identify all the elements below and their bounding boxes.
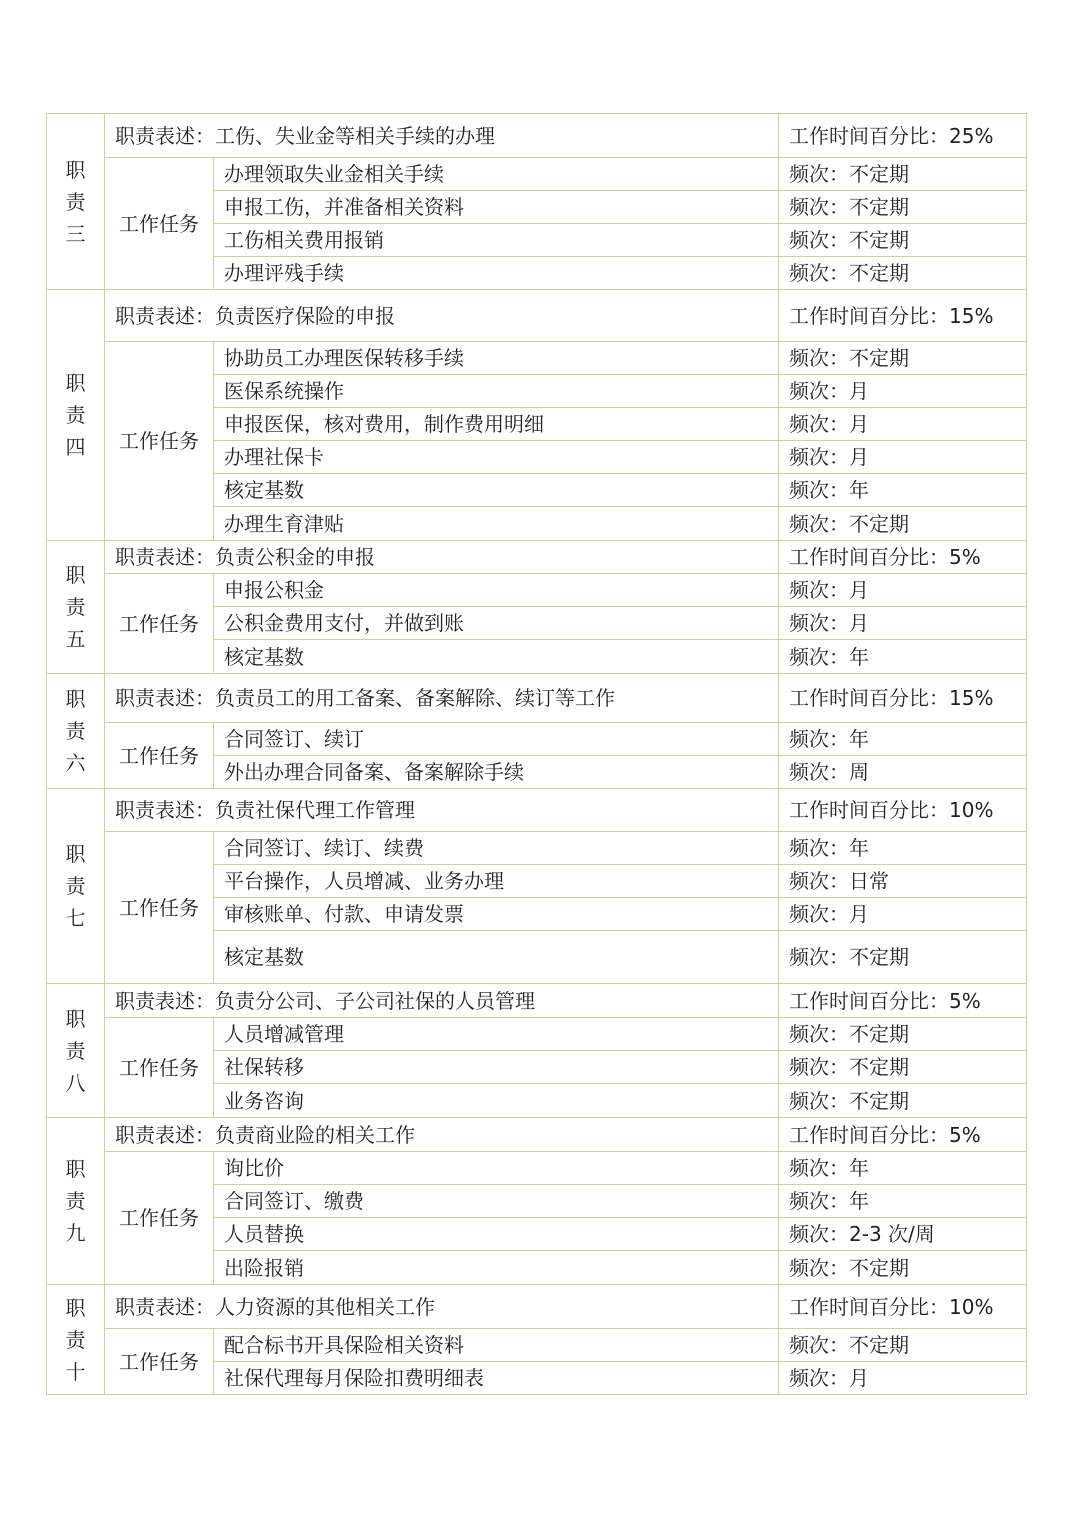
duty-description: 职责表述：负责社保代理工作管理 <box>105 789 779 832</box>
task-frequency: 频次：不定期 <box>779 1051 1027 1084</box>
task-frequency: 频次：不定期 <box>779 1018 1027 1051</box>
duty-label: 职责八 <box>65 1006 86 1095</box>
duty-label-cell <box>47 1285 105 1395</box>
duty-table <box>46 113 1027 1395</box>
task-frequency: 频次：月 <box>779 375 1027 408</box>
task-item: 平台操作，人员增减、业务办理 <box>214 865 779 898</box>
task-row <box>47 1152 1027 1185</box>
duty-description: 职责表述：人力资源的其他相关工作 <box>105 1285 779 1329</box>
time-percentage: 工作时间百分比：5% <box>779 541 1027 574</box>
task-group-label: 工作任务 <box>105 723 214 789</box>
duty-description-row <box>47 1285 1027 1329</box>
task-frequency: 频次：月 <box>779 898 1027 931</box>
time-percentage: 工作时间百分比：15% <box>779 290 1027 342</box>
task-item: 核定基数 <box>214 474 779 507</box>
duty-description: 职责表述：负责公积金的申报 <box>105 541 779 574</box>
task-item: 医保系统操作 <box>214 375 779 408</box>
duty-label-cell <box>47 114 105 290</box>
task-row <box>47 832 1027 865</box>
duty-label-cell <box>47 984 105 1118</box>
task-item: 外出办理合同备案、备案解除手续 <box>214 756 779 789</box>
task-group-label: 工作任务 <box>105 158 214 290</box>
task-group-label: 工作任务 <box>105 1329 214 1395</box>
task-item: 社保代理每月保险扣费明细表 <box>214 1362 779 1395</box>
task-item: 询比价 <box>214 1152 779 1185</box>
task-frequency: 频次：不定期 <box>779 342 1027 375</box>
task-row <box>47 1018 1027 1051</box>
duty-label-cell <box>47 674 105 789</box>
task-group-label: 工作任务 <box>105 832 214 984</box>
task-item: 办理领取失业金相关手续 <box>214 158 779 191</box>
task-item: 核定基数 <box>214 640 779 674</box>
task-row <box>47 574 1027 607</box>
duty-label: 职责七 <box>65 842 86 930</box>
time-percentage: 工作时间百分比：5% <box>779 984 1027 1018</box>
task-item: 办理评残手续 <box>214 257 779 290</box>
time-percentage: 工作时间百分比：10% <box>779 789 1027 832</box>
task-item: 社保转移 <box>214 1051 779 1084</box>
duty-description: 职责表述：负责商业险的相关工作 <box>105 1118 779 1152</box>
task-frequency: 频次：月 <box>779 574 1027 607</box>
time-percentage: 工作时间百分比：25% <box>779 114 1027 158</box>
duty-description: 职责表述：负责医疗保险的申报 <box>105 290 779 342</box>
task-group-label: 工作任务 <box>105 1018 214 1118</box>
duty-label-cell <box>47 541 105 674</box>
duty-label: 职责十 <box>65 1295 86 1384</box>
task-item: 协助员工办理医保转移手续 <box>214 342 779 375</box>
task-item: 核定基数 <box>214 931 779 984</box>
duty-label: 职责六 <box>65 687 86 775</box>
duty-description: 职责表述：负责员工的用工备案、备案解除、续订等工作 <box>105 674 779 723</box>
task-row <box>47 342 1027 375</box>
task-frequency: 频次：周 <box>779 756 1027 789</box>
task-row <box>47 158 1027 191</box>
task-frequency: 频次：不定期 <box>779 1251 1027 1285</box>
task-frequency: 频次：不定期 <box>779 224 1027 257</box>
task-frequency: 频次：不定期 <box>779 1084 1027 1118</box>
duty-label: 职责五 <box>65 563 86 651</box>
task-row <box>47 1329 1027 1362</box>
task-frequency: 频次：不定期 <box>779 1329 1027 1362</box>
task-frequency: 频次：不定期 <box>779 257 1027 290</box>
duty-description-row <box>47 290 1027 342</box>
task-item: 申报医保，核对费用，制作费用明细 <box>214 408 779 441</box>
task-item: 业务咨询 <box>214 1084 779 1118</box>
task-frequency: 频次：月 <box>779 607 1027 640</box>
task-frequency: 频次：月 <box>779 1362 1027 1395</box>
task-frequency: 频次：不定期 <box>779 158 1027 191</box>
task-item: 人员替换 <box>214 1218 779 1251</box>
task-frequency: 频次：月 <box>779 441 1027 474</box>
task-frequency: 频次：年 <box>779 1152 1027 1185</box>
task-group-label: 工作任务 <box>105 574 214 674</box>
task-item: 出险报销 <box>214 1251 779 1285</box>
task-frequency: 频次：年 <box>779 723 1027 756</box>
task-group-label: 工作任务 <box>105 1152 214 1285</box>
task-item: 办理生育津贴 <box>214 507 779 541</box>
task-frequency: 频次：不定期 <box>779 191 1027 224</box>
task-frequency: 频次：年 <box>779 1185 1027 1218</box>
task-frequency: 频次：2-3 次/周 <box>779 1218 1027 1251</box>
task-item: 公积金费用支付，并做到账 <box>214 607 779 640</box>
duty-description-row <box>47 674 1027 723</box>
task-item: 配合标书开具保险相关资料 <box>214 1329 779 1362</box>
duty-label: 职责三 <box>65 157 86 246</box>
task-frequency: 频次：年 <box>779 640 1027 674</box>
task-frequency: 频次：不定期 <box>779 507 1027 541</box>
task-item: 工伤相关费用报销 <box>214 224 779 257</box>
task-item: 审核账单、付款、申请发票 <box>214 898 779 931</box>
duty-label-cell <box>47 1118 105 1285</box>
duty-description-row <box>47 789 1027 832</box>
time-percentage: 工作时间百分比：10% <box>779 1285 1027 1329</box>
task-item: 办理社保卡 <box>214 441 779 474</box>
task-row <box>47 723 1027 756</box>
duty-label-cell <box>47 789 105 984</box>
task-item: 人员增减管理 <box>214 1018 779 1051</box>
duty-label: 职责四 <box>65 371 86 459</box>
task-item: 申报公积金 <box>214 574 779 607</box>
task-item: 合同签订、续订、续费 <box>214 832 779 865</box>
duty-description-row <box>47 114 1027 158</box>
duty-description: 职责表述：负责分公司、子公司社保的人员管理 <box>105 984 779 1018</box>
duty-description: 职责表述：工伤、失业金等相关手续的办理 <box>105 114 779 158</box>
task-item: 合同签订、续订 <box>214 723 779 756</box>
duty-description-row <box>47 541 1027 574</box>
task-item: 合同签订、缴费 <box>214 1185 779 1218</box>
time-percentage: 工作时间百分比：15% <box>779 674 1027 723</box>
duty-description-row <box>47 1118 1027 1152</box>
duty-label-cell <box>47 290 105 541</box>
task-frequency: 频次：月 <box>779 408 1027 441</box>
task-frequency: 频次：日常 <box>779 865 1027 898</box>
task-frequency: 频次：年 <box>779 474 1027 507</box>
duty-description-row <box>47 984 1027 1018</box>
task-frequency: 频次：年 <box>779 832 1027 865</box>
duty-label: 职责九 <box>65 1157 86 1245</box>
time-percentage: 工作时间百分比：5% <box>779 1118 1027 1152</box>
task-frequency: 频次：不定期 <box>779 931 1027 984</box>
task-group-label: 工作任务 <box>105 342 214 541</box>
task-item: 申报工伤，并准备相关资料 <box>214 191 779 224</box>
